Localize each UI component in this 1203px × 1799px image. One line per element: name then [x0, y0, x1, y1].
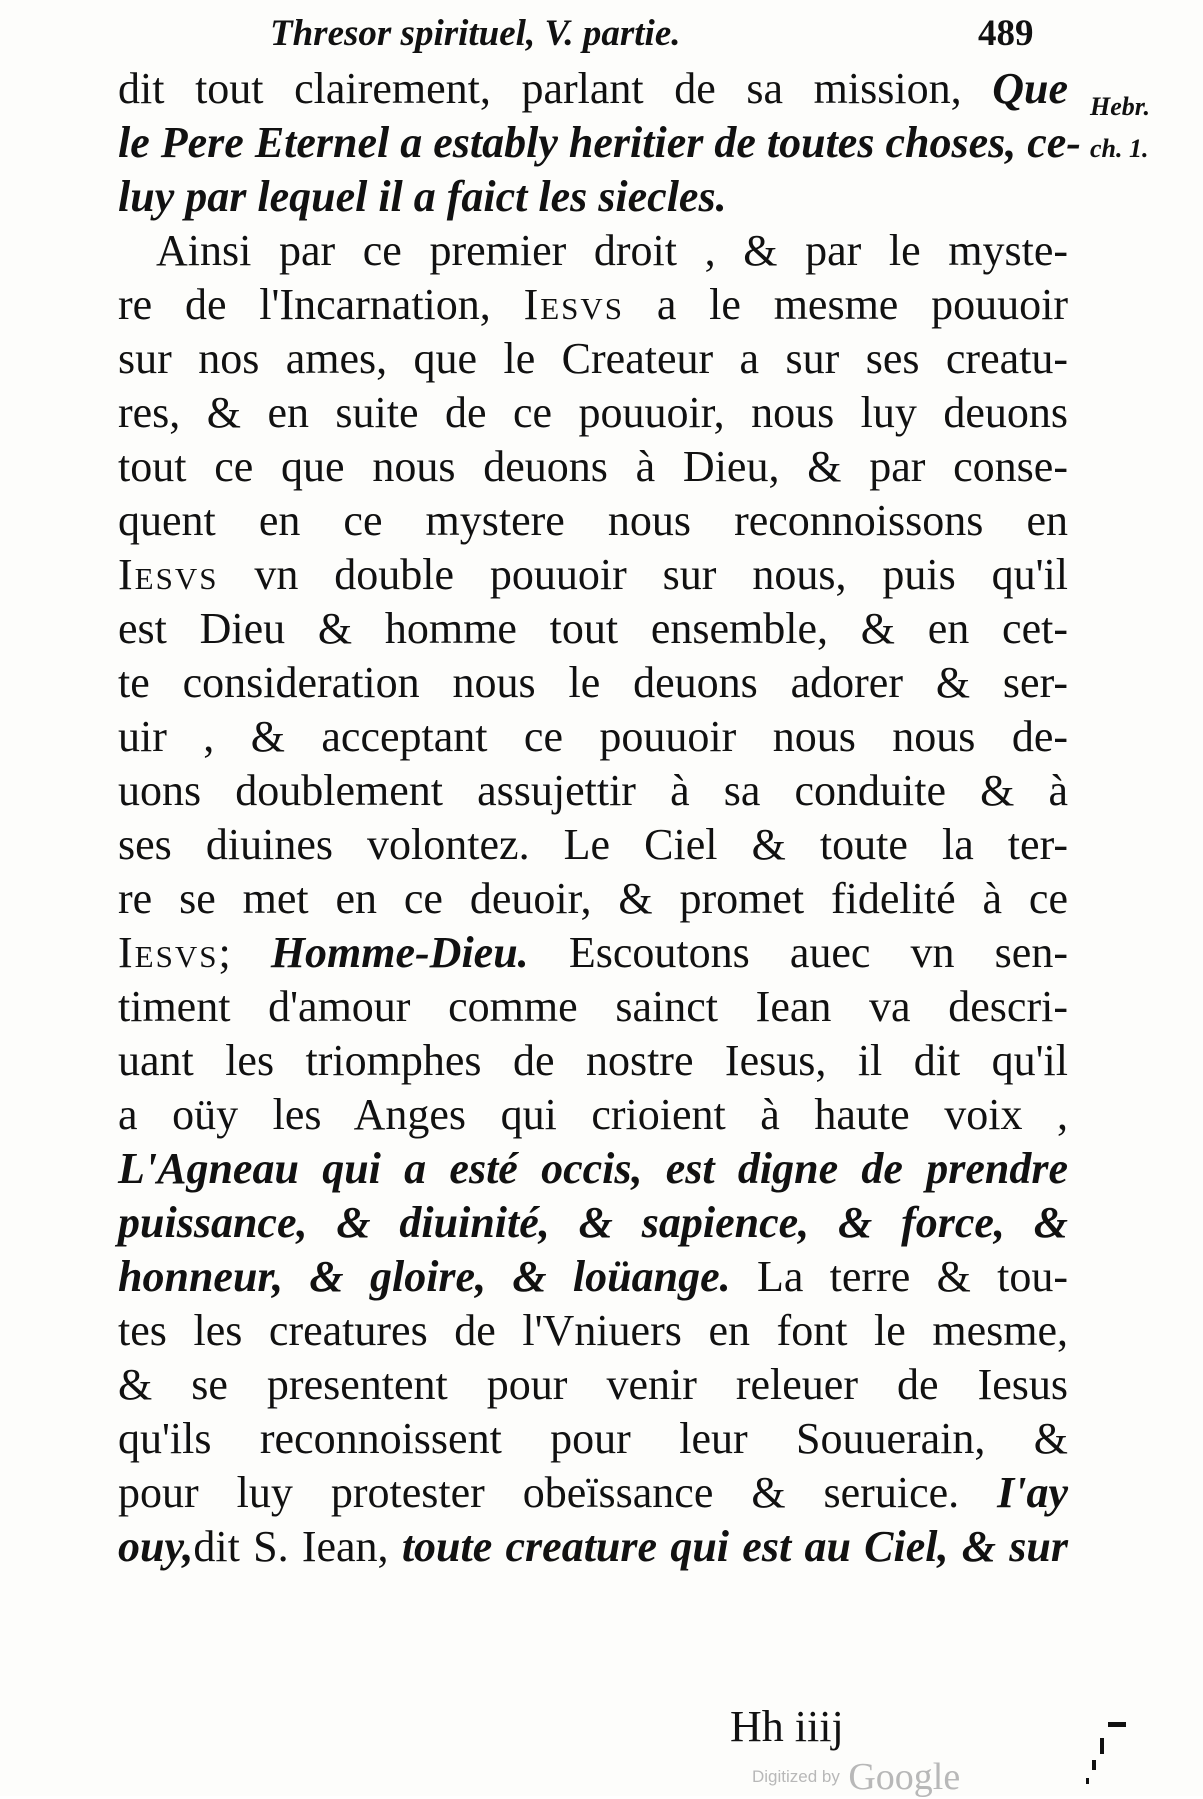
text-segment: qu'ils reconnoissent pour leur Souuerain, & — [118, 1414, 1068, 1463]
italic-segment: toute creature qui est au Ciel, & sur — [401, 1522, 1068, 1571]
text-segment: uons doublement assujettir à sa conduite & à — [118, 766, 1068, 815]
text-segment: a oüy les Anges qui crioient à haute voix , — [118, 1090, 1068, 1139]
text-line — [118, 818, 1068, 872]
text-line — [118, 116, 1081, 170]
text-segment: res, & en suite de ce pouuoir, nous luy deuons — [118, 388, 1068, 437]
google-logo-text: Google — [848, 1756, 961, 1798]
text-line — [118, 386, 1068, 440]
text-line — [118, 440, 1068, 494]
ink-speck — [1108, 1722, 1126, 1727]
text-segment: uir , & acceptant ce pouuoir nous nous de- — [118, 712, 1068, 761]
text-segment: vn double pouuoir sur nous, puis qu'il — [218, 550, 1068, 599]
italic-segment: ouy, — [118, 1522, 194, 1571]
text-line — [118, 1304, 1068, 1358]
italic-segment: L'Agneau qui a esté occis, est digne de prendre — [118, 1144, 1068, 1193]
text-segment: & se presentent pour venir releuer de Iesus — [118, 1360, 1068, 1409]
margin-note-line: Hebr. — [1090, 92, 1150, 121]
text-segment: dit tout clairement, parlant de sa mission, — [118, 64, 993, 113]
text-line — [118, 62, 1068, 116]
text-line — [118, 656, 1068, 710]
text-line — [118, 1196, 1068, 1250]
text-line — [118, 1034, 1068, 1088]
text-line — [118, 332, 1068, 386]
text-line — [118, 1250, 1068, 1304]
text-line — [118, 1466, 1068, 1520]
text-line — [118, 1520, 1068, 1574]
small-caps-segment: Iesvs — [523, 280, 625, 329]
ink-speck — [1092, 1760, 1096, 1770]
small-caps-segment: Iesvs — [118, 550, 219, 599]
text-segment: est Dieu & homme tout ensemble, & en cet- — [118, 604, 1068, 653]
text-line — [118, 170, 1068, 224]
text-segment: La terre & tou- — [730, 1252, 1068, 1301]
italic-segment: Homme-Dieu. — [270, 928, 529, 977]
page-number: 489 — [978, 13, 1034, 54]
text-segment: re de l'Incarnation, — [118, 280, 524, 329]
text-line — [118, 548, 1068, 602]
text-line — [118, 980, 1068, 1034]
text-line — [118, 1412, 1068, 1466]
body-text — [118, 62, 1081, 1574]
text-line — [118, 1142, 1068, 1196]
text-line — [118, 872, 1068, 926]
text-line — [118, 224, 1068, 278]
running-title: Thresor spirituel, V. partie. — [270, 13, 681, 54]
text-segment: tout ce que nous deuons à Dieu, & par conse- — [118, 442, 1068, 491]
text-segment: dit S. Iean, — [193, 1522, 402, 1571]
margin-note-line: ch. 1. — [1090, 134, 1149, 163]
signature-mark: Hh iiij — [730, 1702, 844, 1751]
text-segment: te consideration nous le deuons adorer & ser- — [118, 658, 1068, 707]
italic-segment: luy par lequel il a faict les siecles. — [118, 172, 727, 221]
text-segment: timent d'amour comme sainct Iean va descri- — [118, 982, 1068, 1031]
digitized-by-label: Digitized by — [752, 1767, 840, 1786]
ink-speck — [1100, 1738, 1104, 1754]
small-caps-segment: Iesvs — [118, 928, 219, 977]
text-line — [118, 926, 1068, 980]
text-segment: quent en ce mystere nous reconnoissons en — [118, 496, 1068, 545]
text-segment: re se met en ce deuoir, & promet fidelité à ce — [118, 874, 1068, 923]
italic-segment: le Pere Eternel a estably heritier de toutes choses, ce- — [118, 118, 1081, 167]
text-segment: ses diuines volontez. Le Ciel & toute la ter- — [118, 820, 1068, 869]
text-line — [118, 764, 1068, 818]
text-line — [118, 602, 1068, 656]
text-segment: tes les creatures de l'Vniuers en font le mesme, — [118, 1306, 1068, 1355]
italic-segment: Que — [992, 64, 1068, 113]
text-line — [118, 1088, 1068, 1142]
text-line — [118, 278, 1068, 332]
text-segment: Escoutons auec vn sen- — [528, 928, 1068, 977]
text-line — [118, 710, 1068, 764]
italic-segment: honneur, & gloire, & loüange. — [118, 1252, 731, 1301]
text-segment: pour luy protester obeïssance & seruice. — [118, 1468, 998, 1517]
running-head — [270, 12, 1070, 56]
text-segment: Ainsi par ce premier droit , & par le myste- — [156, 226, 1068, 275]
text-line — [118, 1358, 1068, 1412]
italic-segment: I'ay — [997, 1468, 1068, 1517]
text-segment: ; — [218, 928, 271, 977]
italic-segment: puissance, & diuinité, & sapience, & force, & — [118, 1198, 1068, 1247]
text-segment: sur nos ames, que le Createur a sur ses creatu- — [118, 334, 1068, 383]
ink-speck — [1086, 1778, 1089, 1784]
text-segment: uant les triomphes de nostre Iesus, il dit qu'il — [118, 1036, 1068, 1085]
margin-note — [1090, 86, 1200, 170]
digitized-watermark — [752, 1755, 960, 1799]
text-line — [118, 494, 1068, 548]
text-segment: a le mesme pouuoir — [624, 280, 1068, 329]
